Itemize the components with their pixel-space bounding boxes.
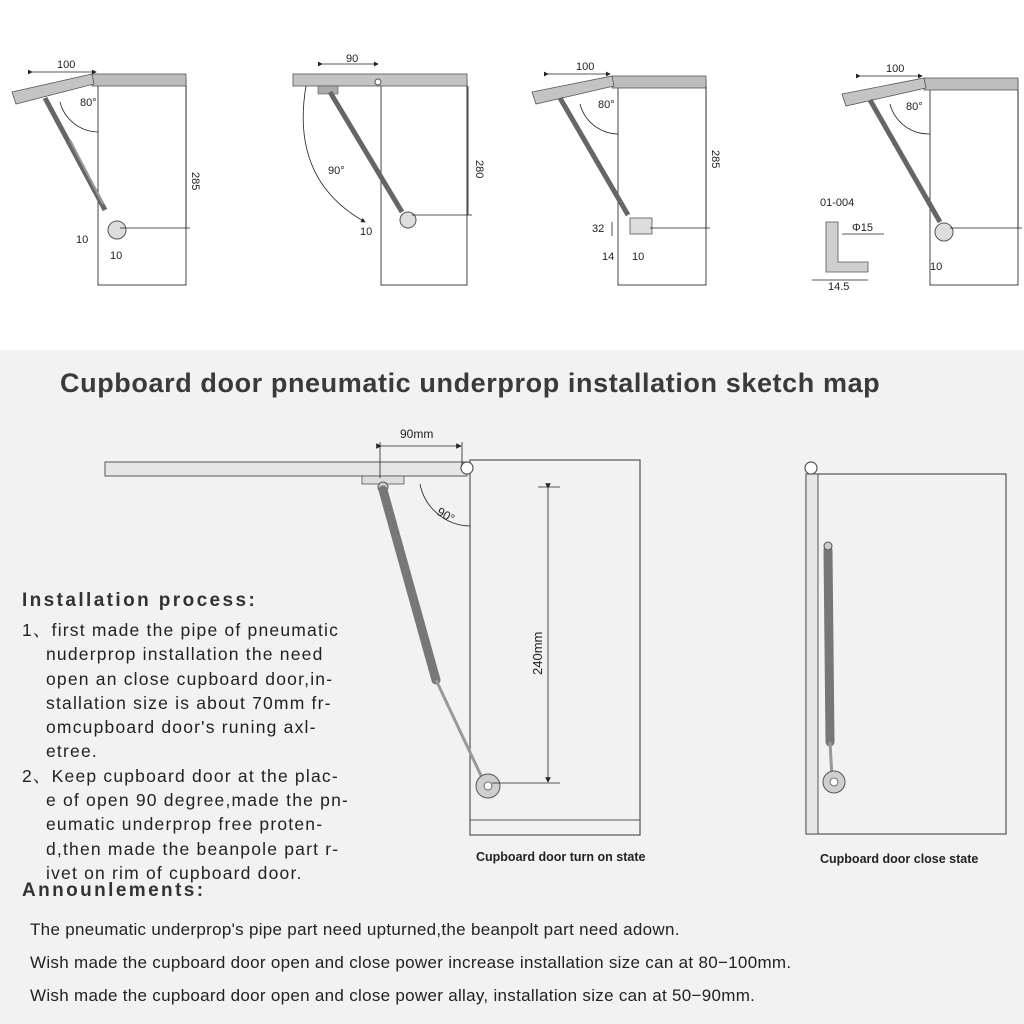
announcement-line-3: Wish made the cupboard door open and close power allay, installation size can at 50−90mm. — [30, 986, 756, 1005]
gas-strut-cylinder — [383, 490, 436, 680]
svg-text:90°: 90° — [328, 165, 345, 177]
svg-text:100: 100 — [576, 61, 595, 73]
dim-angle: 90° — [434, 504, 458, 526]
dimension-diagrams — [0, 0, 1024, 350]
diagram-3 — [532, 61, 721, 285]
announcements-heading: Announlements: — [22, 880, 206, 901]
step-2-line-3: eumatic underprop free proten- — [46, 814, 324, 835]
svg-text:32: 32 — [592, 223, 605, 235]
diagram-1 — [12, 59, 201, 285]
step-2-line-4: d,then made the beanpole part r- — [46, 838, 340, 859]
part-number: 01-004 — [820, 197, 855, 209]
dim-top: 100 — [57, 59, 76, 71]
step-1-line-5: omcupboard door's runing axl- — [46, 717, 317, 738]
step-1-line-4: stallation size is about 70mm fr- — [46, 692, 332, 713]
gas-strut — [45, 98, 105, 210]
dim-bottom: 10 — [110, 250, 123, 262]
svg-text:100: 100 — [886, 63, 905, 75]
step-2-line-2: e of open 90 degree,made the pn- — [46, 790, 350, 811]
svg-text:285: 285 — [709, 150, 721, 169]
svg-text:14.5: 14.5 — [828, 281, 850, 293]
diagram-2 — [293, 53, 485, 285]
svg-text:80°: 80° — [906, 101, 923, 113]
dim-top-width: 90mm — [400, 427, 434, 441]
svg-text:80°: 80° — [598, 99, 615, 111]
diagram-4 — [812, 63, 1022, 293]
installation-steps — [22, 618, 349, 885]
step-1-line-1: 1、first made the pipe of pneumatic — [22, 620, 340, 640]
step-1-line-6: etree. — [46, 741, 98, 762]
caption-close-state: Cupboard door close state — [820, 852, 979, 866]
svg-text:10: 10 — [632, 251, 645, 263]
dim-height: 285 — [189, 172, 201, 191]
close-state-diagram — [805, 462, 1006, 834]
svg-text:90: 90 — [346, 53, 359, 65]
bottom-panel — [0, 350, 1024, 1024]
mounting-bracket — [108, 221, 126, 239]
step-2-line-5: ivet on rim of cupboard door. — [46, 862, 303, 883]
top-panel — [92, 74, 186, 86]
svg-text:280: 280 — [473, 160, 485, 179]
step-1-line-3: open an close cupboard door,in- — [46, 668, 334, 689]
announcement-line-1: The pneumatic underprop's pipe part need upturned,the beanpolt part need adown. — [30, 920, 680, 939]
main-title: Cupboard door pneumatic underprop installation sketch map — [60, 368, 881, 398]
svg-text:10: 10 — [360, 226, 373, 238]
svg-text:10: 10 — [930, 261, 943, 273]
top-diagram-panel — [0, 0, 1024, 350]
installation-heading: Installation process: — [22, 590, 258, 611]
step-1-line-2: nuderprop installation the need — [46, 644, 324, 665]
announcement-line-2: Wish made the cupboard door open and close power increase installation size can at 80−100mm. — [30, 953, 792, 972]
gas-strut-rod — [436, 680, 484, 782]
dim-left: 10 — [76, 234, 89, 246]
dim-height: 240mm — [530, 631, 545, 675]
svg-text:14: 14 — [602, 251, 615, 263]
svg-text:Φ15: Φ15 — [852, 222, 874, 234]
open-door-panel — [105, 462, 467, 476]
caption-open-state: Cupboard door turn on state — [476, 850, 646, 864]
step-2-line-1: 2、Keep cupboard door at the plac- — [22, 765, 339, 786]
dim-angle: 80° — [80, 97, 97, 109]
